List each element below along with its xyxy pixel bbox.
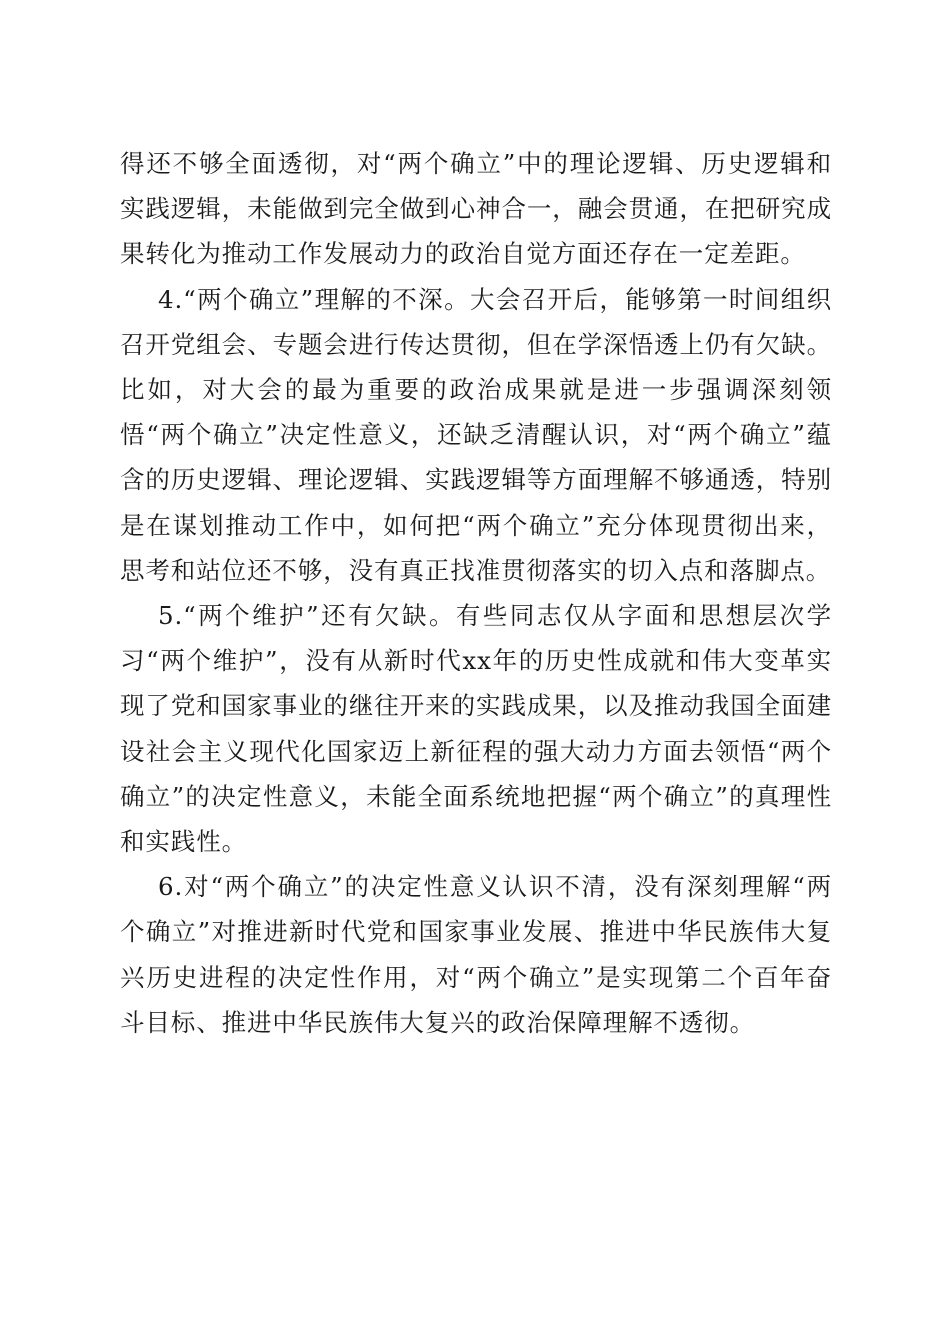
paragraph-item-4: 4.“两个确立”理解的不深。大会召开后，能够第一时间组织召开党组会、专题会进行传达贯彻，但在学深悟透上仍有欠缺。比如，对大会的最为重要的政治成果就是进一步强调深刻领悟“两个确立”决定性意义，还缺乏清醒认识，对“两个确立”蕴含的历史逻辑、理论逻辑、实践逻辑等方面理解不够通透，特别是在谋划推动工作中，如何把“两个确立”充分体现贯彻出来，思考和站位还不够，没有真正找准贯彻落实的切入点和落脚点。 [120, 284, 832, 585]
paragraph-continued: 得还不够全面透彻，对“两个确立”中的理论逻辑、历史逻辑和实践逻辑，未能做到完全做到心神合一，融会贯通，在把研究成果转化为推动工作发展动力的政治自觉方面还存在一定差距。 [120, 149, 832, 269]
paragraph-item-6: 6.对“两个确立”的决定性意义认识不清，没有深刻理解“两个确立”对推进新时代党和国家事业发展、推进中华民族伟大复兴历史进程的决定性作用，对“两个确立”是实现第二个百年奋斗目标、推进中华民族伟大复兴的政治保障理解不透彻。 [120, 872, 832, 1037]
paragraph-item-5: 5.“两个维护”还有欠缺。有些同志仅从字面和思想层次学习“两个维护”，没有从新时代xx年的历史性成就和伟大变革实现了党和国家事业的继往开来的实践成果，以及推动我国全面建设社会主义现代化国家迈上新征程的强大动力方面去领悟“两个确立”的决定性意义，未能全面系统地把握“两个确立”的真理性和实践性。 [120, 601, 832, 857]
document-body [120, 141, 832, 1045]
